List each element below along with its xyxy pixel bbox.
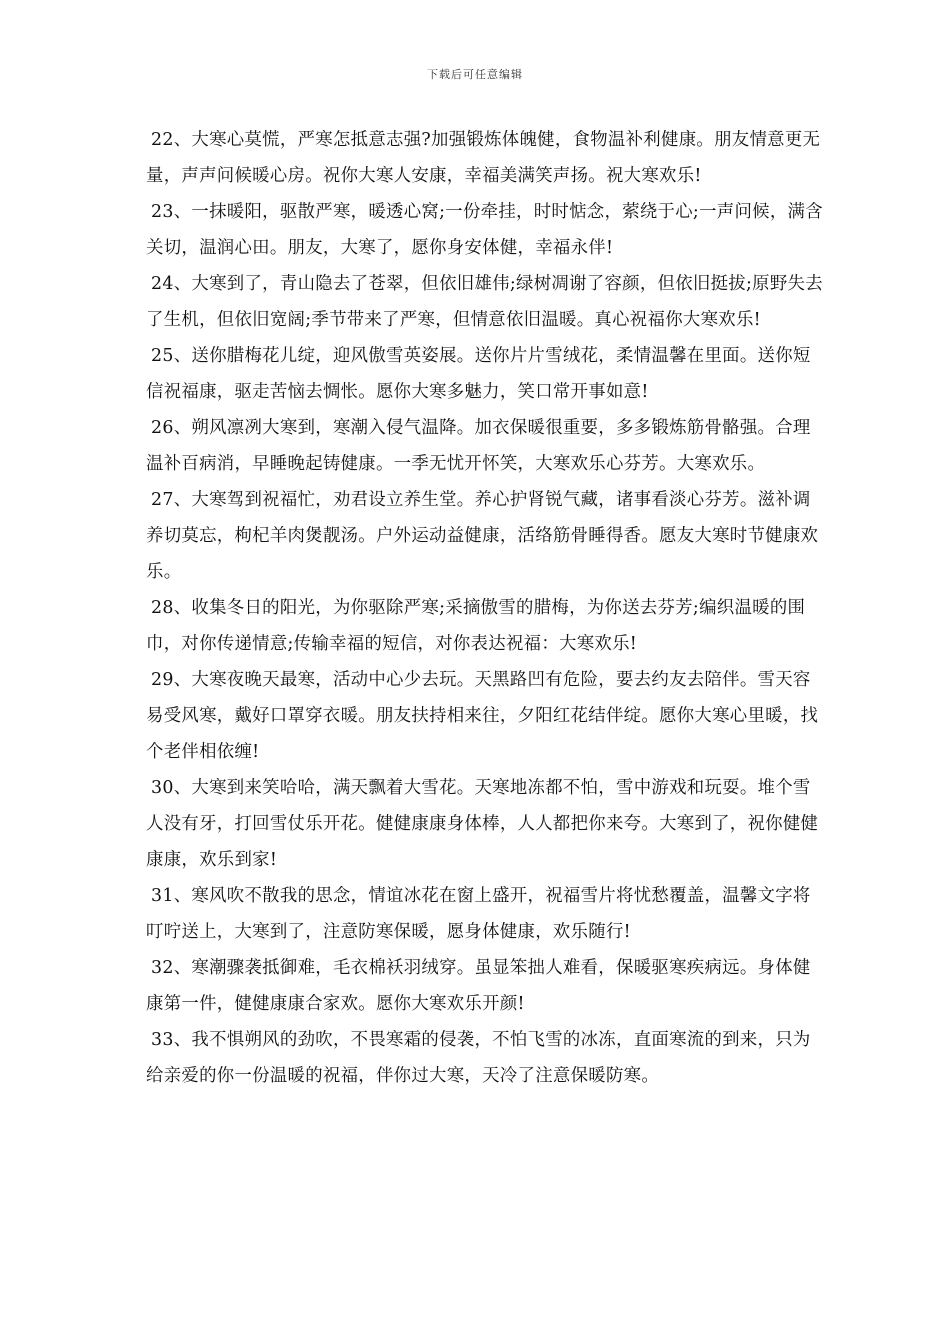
paragraph-30: 30、大寒到来笑哈哈，满天飘着大雪花。天寒地冻都不怕，雪中游戏和玩耍。堆个雪人没有牙，打回雪仗乐开花。健健康康身体棒，人人都把你来夸。大寒到了，祝你健健康康，欢乐到家!: [146, 778, 819, 870]
paragraph-29: 29、大寒夜晚天最寒，活动中心少去玩。天黑路凹有危险，要去约友去陪伴。雪天容易受风寒，戴好口罩穿衣暖。朋友扶持相来往，夕阳红花结伴绽。愿你大寒心里暖，找个老伴相依缠!: [146, 670, 819, 762]
paragraph-31: 31、寒风吹不散我的思念，情谊冰花在窗上盛开，祝福雪片将忧愁覆盖，温馨文字将叮咛送上，大寒到了，注意防寒保暖，愿身体健康，欢乐随行!: [146, 886, 811, 942]
paragraph-33: 33、我不惧朔风的劲吹，不畏寒霜的侵袭，不怕飞雪的冰冻，直面寒流的到来，只为给亲爱的你一份温暖的祝福，伴你过大寒，天冷了注意保暖防寒。: [146, 1030, 811, 1086]
paragraph-32: 32、寒潮骤袭抵御难，毛衣棉袄羽绒穿。虽显笨拙人难看，保暖驱寒疾病远。身体健康第一件，健健康康合家欢。愿你大寒欢乐开颜!: [146, 958, 811, 1014]
paragraph-27: 27、大寒驾到祝福忙，劝君设立养生堂。养心护肾锐气藏，诸事看淡心芬芳。滋补调养切莫忘，枸杞羊肉煲靓汤。户外运动益健康，活络筋骨睡得香。愿友大寒时节健康欢乐。: [146, 490, 819, 582]
paragraph-22: 22、大寒心莫慌，严寒怎抵意志强?加强锻炼体魄健，食物温补利健康。朋友情意更无量，声声问候暖心房。祝你大寒人安康，幸福美满笑声扬。祝大寒欢乐!: [146, 130, 821, 186]
paragraph-28: 28、收集冬日的阳光，为你驱除严寒;采摘傲雪的腊梅，为你送去芬芳;编织温暖的围巾，对你传递情意;传输幸福的短信，对你表达祝福：大寒欢乐!: [146, 598, 806, 654]
paragraph-23: 23、一抹暖阳，驱散严寒，暖透心窝;一份牵挂，时时惦念，萦绕于心;一声问候，满含关切，温润心田。朋友，大寒了，愿你身安体健，幸福永伴!: [146, 202, 823, 258]
paragraph-26: 26、朔风凛冽大寒到，寒潮入侵气温降。加衣保暖很重要，多多锻炼筋骨骼强。合理温补百病消，早睡晚起铸健康。一季无忧开怀笑，大寒欢乐心芬芳。大寒欢乐。: [146, 418, 811, 474]
page-header-note: 下载后可任意编辑: [427, 68, 523, 81]
paragraph-25: 25、送你腊梅花儿绽，迎风傲雪英姿展。送你片片雪绒花，柔情温馨在里面。送你短信祝福康，驱走苦恼去惆怅。愿你大寒多魅力，笑口常开事如意!: [146, 346, 811, 402]
paragraph-24: 24、大寒到了，青山隐去了苍翠，但依旧雄伟;绿树凋谢了容颜，但依旧挺拔;原野失去了生机，但依旧宽阔;季节带来了严寒，但情意依旧温暖。真心祝福你大寒欢乐!: [146, 274, 823, 330]
document-body: [146, 122, 826, 1094]
